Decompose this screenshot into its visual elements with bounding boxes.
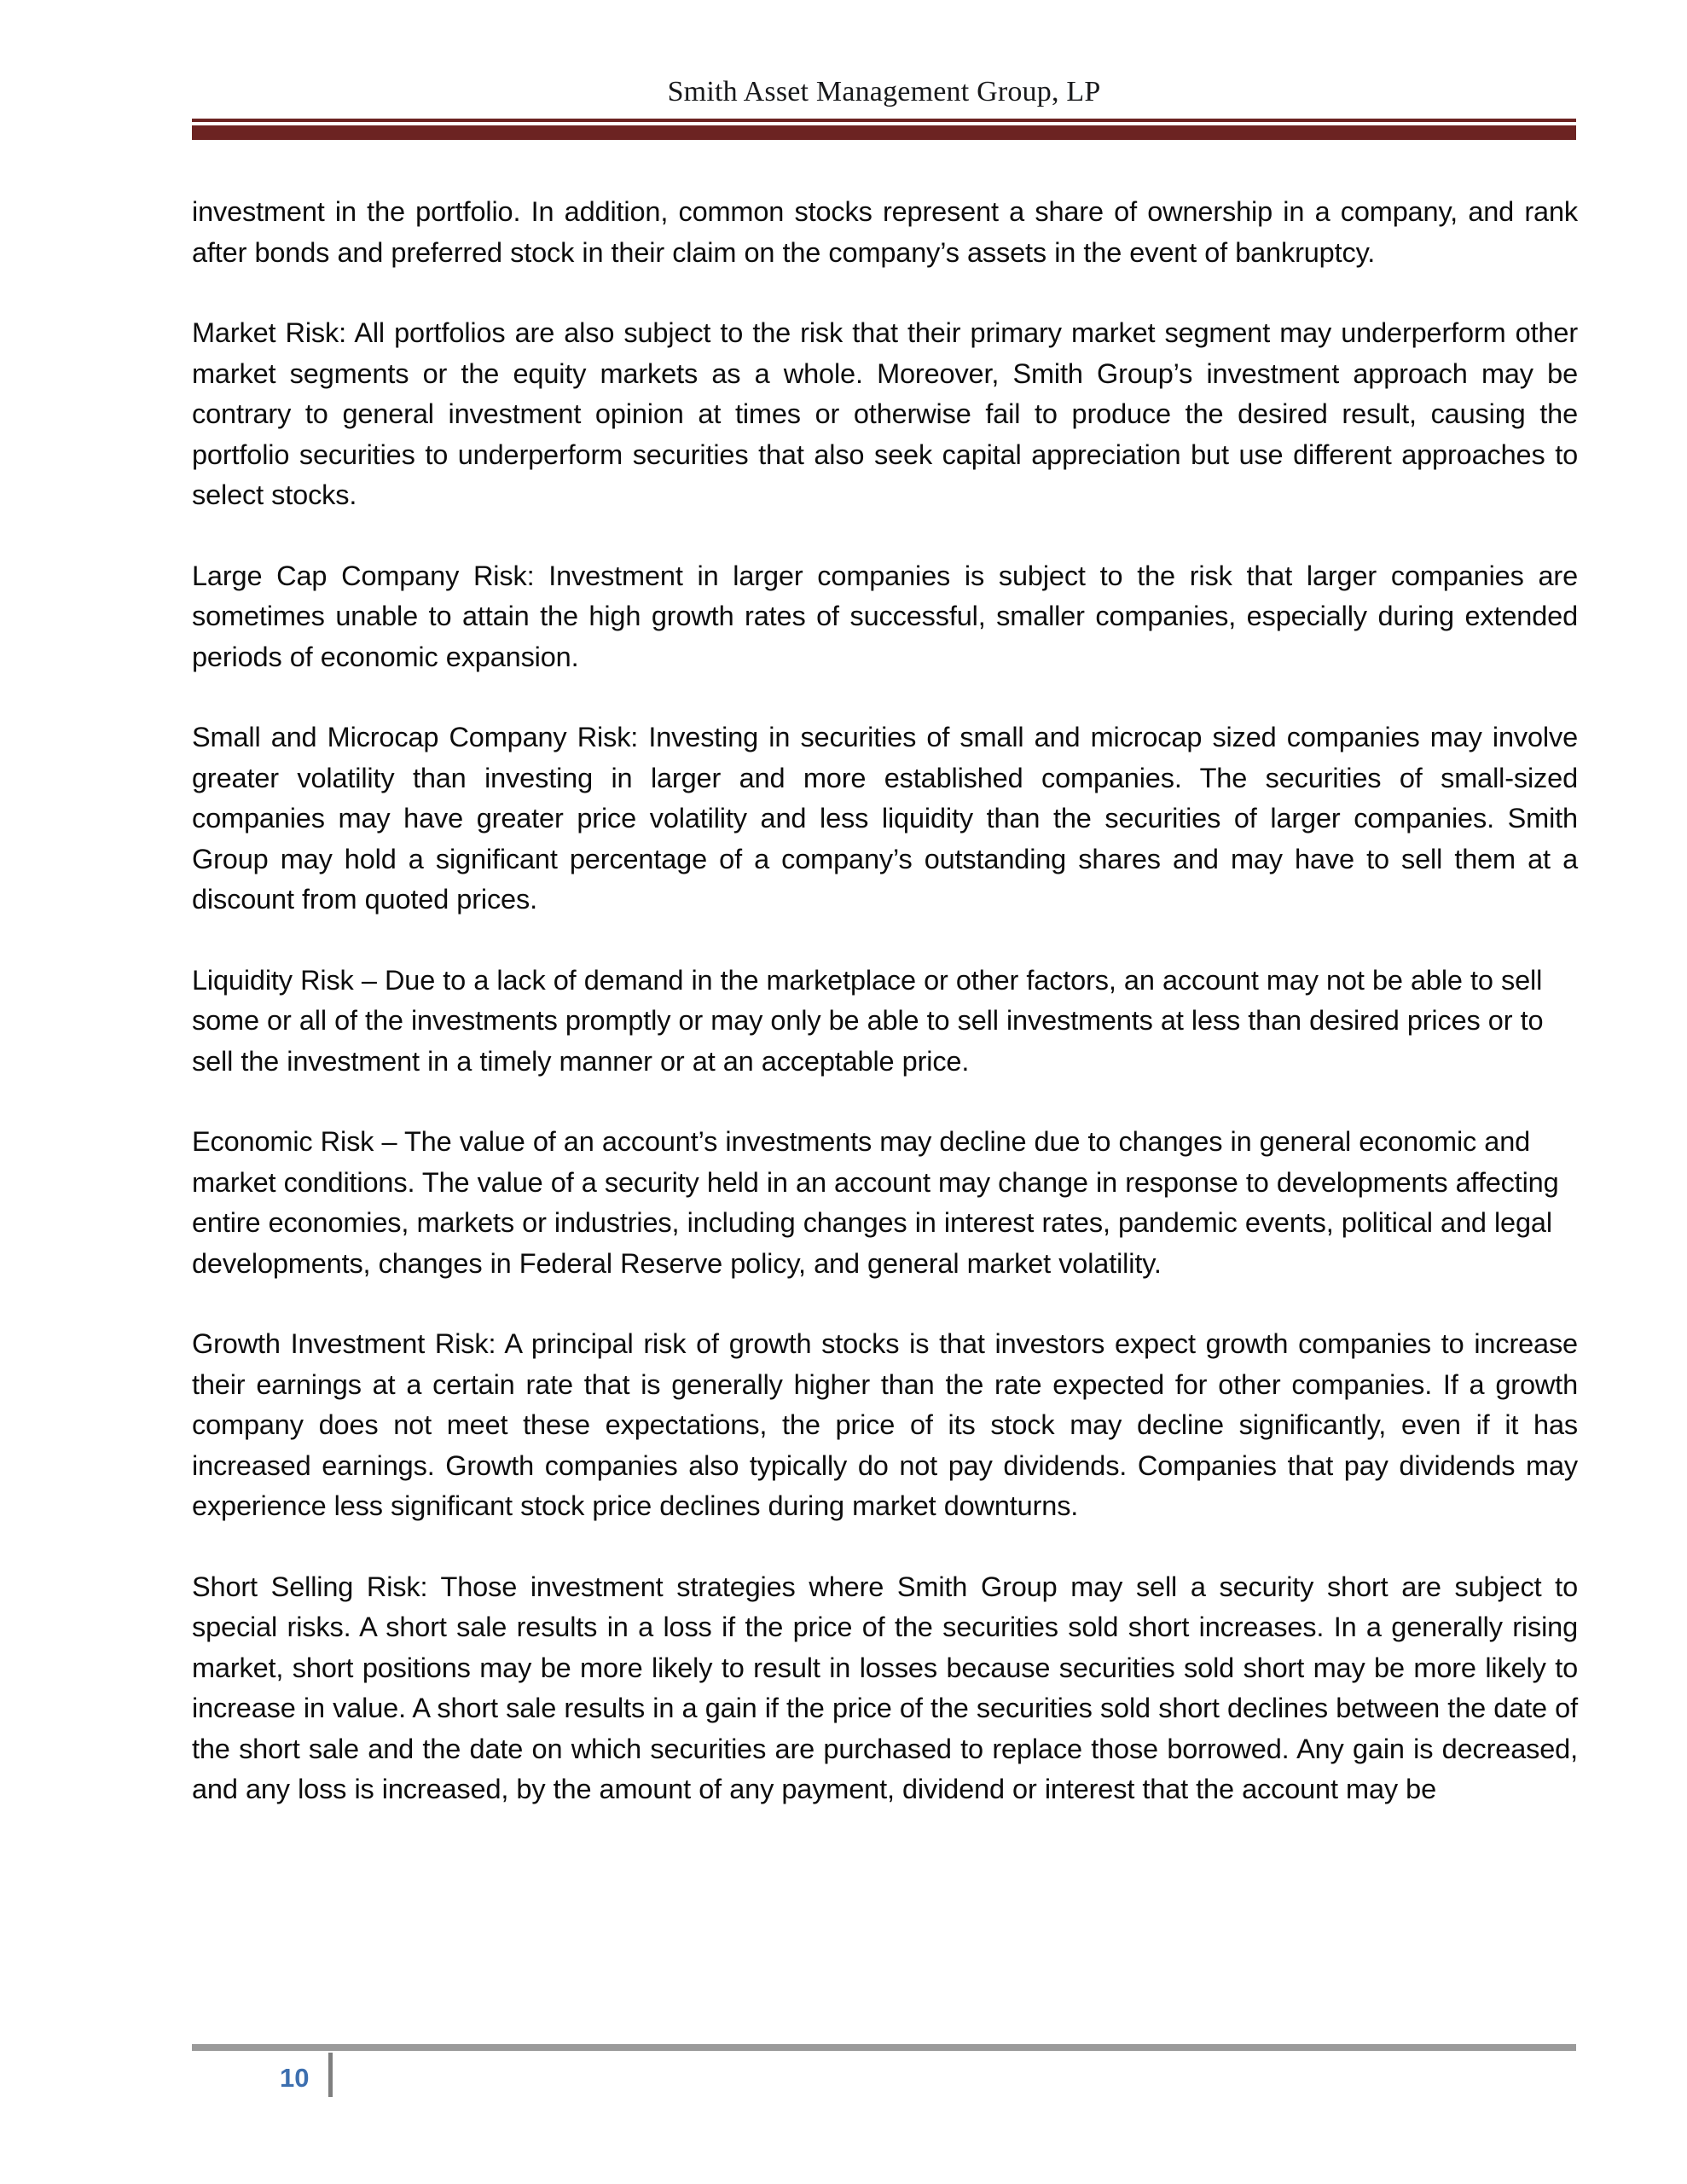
page-number: 10 — [280, 2063, 310, 2093]
footer-tick-mark — [328, 2053, 333, 2097]
page-header — [192, 75, 1576, 140]
paragraph-liquidity-risk: Liquidity Risk – Due to a lack of demand in the marketplace or other factors, an account may not be able to sell some or all of the investments promptly or may only be able to sell investments at less than desired prices or to sell the investment in a timely manner or at an acceptable price. — [192, 964, 1544, 1077]
paragraph-common-stock-continued: investment in the portfolio. In addition, common stocks represent a share of ownership in a company, and rank after bonds and preferred stock in their claim on the company’s assets in the event of bankruptcy. — [192, 196, 1578, 268]
paragraph-short-selling-risk: Short Selling Risk: Those investment strategies where Smith Group may sell a security short are subject to special risks. A short sale results in a loss if the price of the securities sold short increases. In a generally rising market, short positions may be more likely to result in losses because securities sold short may be more likely to increase in value. A short sale results in a gain if the price of the securities sold short declines between the date of the short sale and the date on which securities are purchased to replace those borrowed. Any gain is decreased, and any loss is increased, by the amount of any payment, dividend or interest that the account may be — [192, 1571, 1578, 1804]
paragraph-economic-risk: Economic Risk – The value of an account’s investments may decline due to changes in general economic and market conditions. The value of a security held in an account may change in response to developments affecting entire economies, markets or industries, including changes in interest rates, pandemic events, political and legal developments, changes in Federal Reserve policy, and general market volatility. — [192, 1126, 1559, 1279]
paragraph-growth-investment-risk: Growth Investment Risk: A principal risk of growth stocks is that investors expect growth companies to increase their earnings at a certain rate that is generally higher than the rate expected for other companies. If a growth company does not meet these expectations, the price of its stock may decline significantly, even if it has increased earnings. Growth companies also typically do not pay dividends. Companies that pay dividends may experience less significant stock price declines during market downturns. — [192, 1328, 1578, 1521]
footer-meta — [192, 2051, 1576, 2111]
header-rule-thick — [192, 125, 1576, 140]
header-title: Smith Asset Management Group, LP — [667, 76, 1101, 107]
page-footer — [192, 2044, 1576, 2111]
footer-rule — [192, 2044, 1576, 2051]
paragraph-small-and-microcap-company-risk: Small and Microcap Company Risk: Investing in securities of small and microcap sized companies may involve greater volatility than investing in larger and more established companies. The securities of small-sized companies may have greater price volatility and less liquidity than the securities of larger companies. Smith Group may hold a significant percentage of a company’s outstanding shares and may have to sell them at a discount from quoted prices. — [192, 722, 1578, 915]
document-body — [192, 192, 1578, 1810]
paragraph-large-cap-company-risk: Large Cap Company Risk: Investment in larger companies is subject to the risk that larger companies are sometimes unable to attain the high growth rates of successful, smaller companies, especially during extended periods of economic expansion. — [192, 560, 1578, 672]
paragraph-market-risk: Market Risk: All portfolios are also subject to the risk that their primary market segment may underperform other market segments or the equity markets as a whole. Moreover, Smith Group’s investment approach may be contrary to general investment opinion at times or otherwise fail to produce the desired result, causing the portfolio securities to underperform securities that also seek capital appreciation but use different approaches to select stocks. — [192, 317, 1578, 510]
